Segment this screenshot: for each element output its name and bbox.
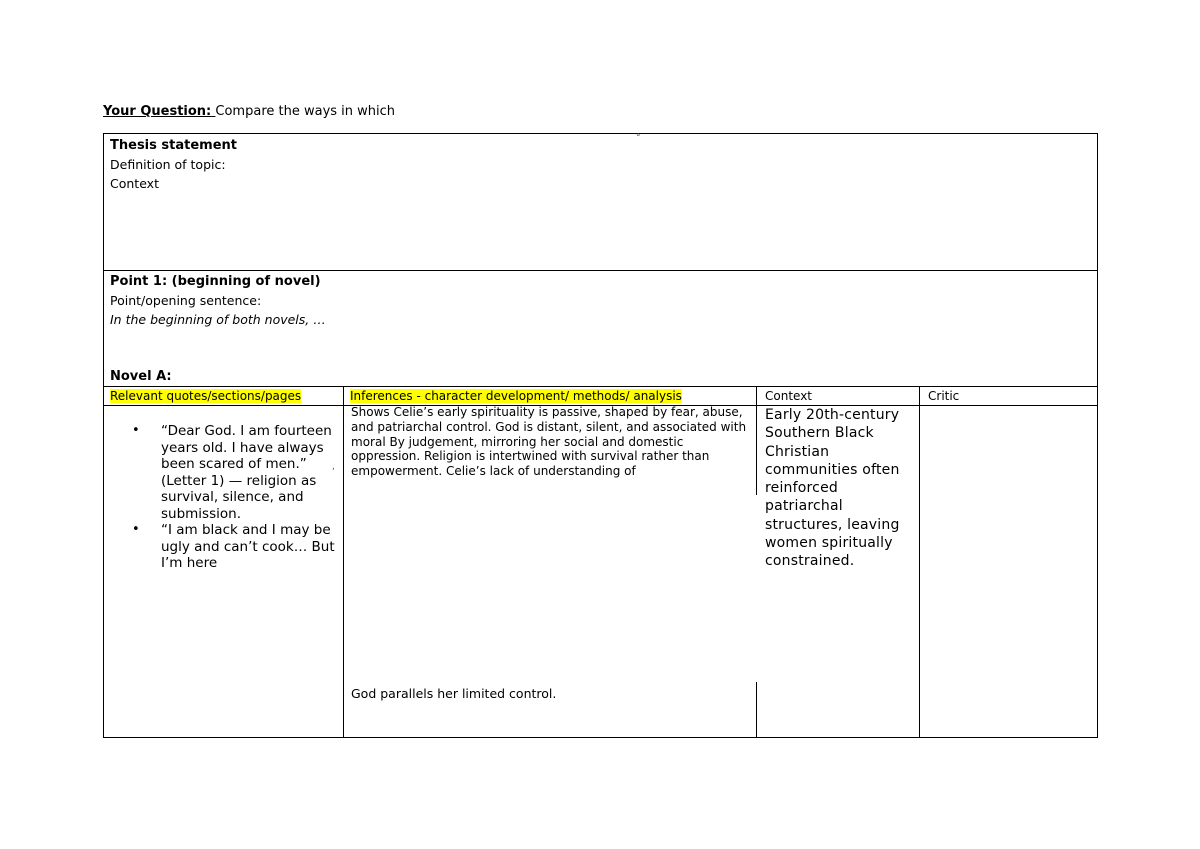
question-label: Your Question: [103, 104, 212, 119]
quotes-list [120, 423, 340, 572]
quote-text: “I am black and I may be ugly and can’t cook… But I’m here [161, 522, 335, 571]
header-quotes [110, 388, 301, 404]
row-divider-point1 [103, 386, 1098, 387]
row-divider-thesis [103, 270, 1098, 271]
point1-title: Point 1: (beginning of novel) [110, 274, 321, 289]
list-item [120, 423, 340, 522]
header-inferences-label: Inferences - character development/ methods/ analysis [350, 389, 682, 403]
inference-conclusion: God parallels her limited control. [351, 686, 557, 701]
thesis-context: Context [110, 176, 159, 191]
list-item [120, 522, 340, 572]
point1-opening-label: Point/opening sentence: [110, 293, 262, 308]
stray-mark-top: ° [636, 133, 641, 143]
point1-example-sentence: In the beginning of both novels, … [110, 312, 326, 327]
question-line [103, 104, 395, 119]
thesis-section [110, 136, 237, 193]
novel-a-label: Novel A: [110, 369, 172, 384]
definition-of-topic: Definition of topic: [110, 157, 226, 172]
thesis-title: Thesis statement [110, 138, 237, 153]
col-divider-2-lower [756, 682, 757, 738]
question-text: Compare the ways in which [215, 104, 396, 119]
bullet-icon: • [132, 423, 140, 438]
col-divider-3 [919, 386, 920, 738]
bullet-icon: • [132, 522, 140, 537]
stray-mark-mid: , [332, 462, 335, 472]
quote-text: “Dear God. I am fourteen years old. I have always been scared of men.” (Letter 1) — religion as survival, silence, and submission. [161, 423, 332, 522]
context-text: Early 20th-century Southern Black Christian communities often reinforced patriarchal structures, leaving women spiritually constrained. [765, 407, 900, 570]
col-divider-1 [343, 386, 344, 738]
header-quotes-label: Relevant quotes/sections/pages [110, 389, 302, 403]
col-divider-2 [756, 386, 757, 495]
header-critic: Critic [928, 389, 960, 403]
inference-text: Shows Celie’s early spirituality is passive, shaped by fear, abuse, and patriarchal control. God is distant, silent, and associated with moral By judgement, mirroring her social and domestic oppression. Religion is intertwined with survival rather than empowerment. Celie’s lack of understanding of [351, 405, 747, 479]
header-inferences [350, 388, 682, 404]
header-context: Context [765, 389, 813, 403]
point1-section [110, 272, 326, 329]
